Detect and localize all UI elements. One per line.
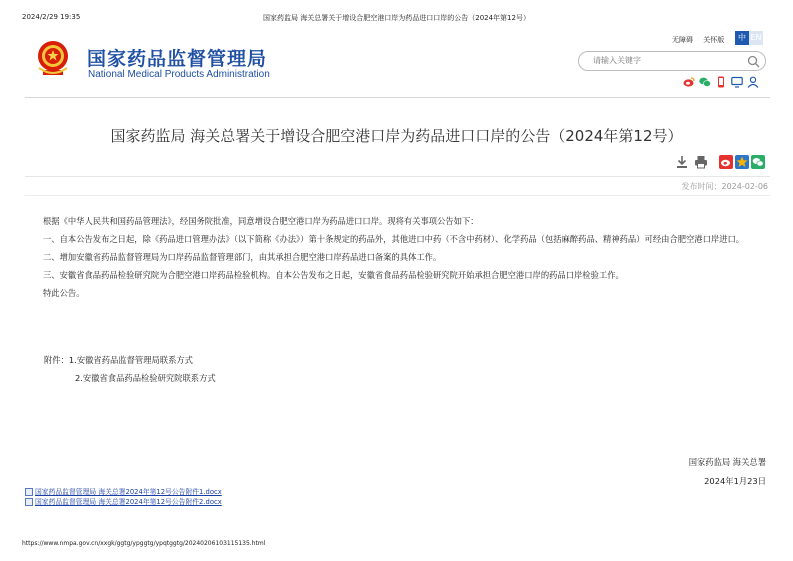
attachments-list <box>44 351 216 387</box>
search-box <box>578 51 766 71</box>
paragraph-2: 二、增加安徽省药品监督管理局为口岸药品监督管理部门，由其承担合肥空港口岸药品进口备案的具体工作。 <box>43 252 442 262</box>
paragraph-1: 一、自本公告发布之日起，除《药品进口管理办法》（以下简称《办法》）第十条规定的药品外，其他进口中药（不含中药材）、化学药品（包括麻醉药品、精神药品）可经由合肥空港口岸进口。 <box>43 234 745 244</box>
paragraph-intro: 根据《中华人民共和国药品管理法》，经国务院批准，同意增设合肥空港口岸为药品进口口岸。现将有关事项公告如下： <box>43 216 479 226</box>
lang-cn-button[interactable]: 中 <box>735 31 749 45</box>
accessibility-link[interactable]: 无障碍 <box>672 36 693 44</box>
print-icon[interactable] <box>694 155 708 169</box>
article-body <box>27 212 767 302</box>
paragraph-closing: 特此公告。 <box>43 288 85 298</box>
lang-en-button[interactable]: EN <box>749 31 763 45</box>
share-qzone-icon[interactable] <box>735 155 749 169</box>
download-icon[interactable] <box>675 155 689 169</box>
attachment-item: 1.安徽省药品监督管理局联系方式 <box>68 355 193 365</box>
signature-block <box>689 453 766 491</box>
docx-file-icon <box>25 488 33 496</box>
monitor-icon[interactable] <box>731 76 743 88</box>
site-logo-subtitle: National Medical Products Administration <box>88 69 270 80</box>
share-group <box>719 155 765 169</box>
date-divider <box>25 195 770 196</box>
signature-org: 国家药监局 海关总署 <box>688 457 766 467</box>
wechat-icon[interactable] <box>699 76 711 88</box>
publish-date-value: 2024-02-06 <box>721 182 768 191</box>
file-downloads <box>25 487 222 507</box>
print-page-title: 国家药监局 海关总署关于增设合肥空港口岸为药品进口口岸的公告（2024年第12号） <box>263 14 530 22</box>
print-date: 2024/2/29 19:35 <box>22 13 81 21</box>
search-icon[interactable] <box>747 55 760 68</box>
file-link-text: 国家药品监督管理局 海关总署2024年第12号公告附件2.docx <box>35 498 222 506</box>
top-links <box>672 35 732 45</box>
site-logo-title[interactable]: 国家药品监督管理局 <box>87 48 268 70</box>
share-wechat-icon[interactable] <box>751 155 765 169</box>
paragraph-3: 三、安徽省食品药品检验研究院为合肥空港口岸药品检验机构。自本公告发布之日起，安徽省食品药品检验研究院开始承担合肥空港口岸的药品口岸检验工作。 <box>43 270 624 280</box>
docx-file-icon <box>25 498 33 506</box>
signature-date: 2024年1月23日 <box>704 476 766 486</box>
file-link[interactable] <box>25 497 222 507</box>
share-weibo-icon[interactable] <box>719 155 733 169</box>
toolbar-divider <box>25 176 770 177</box>
language-switch <box>735 31 763 45</box>
publish-date-label: 发布时间： <box>681 182 722 191</box>
publish-date <box>682 181 769 192</box>
weibo-icon[interactable] <box>683 76 695 88</box>
search-input[interactable] <box>591 55 745 66</box>
article-toolbar <box>675 155 765 169</box>
print-url: https://www.nmpa.gov.cn/xxgk/ggtg/ypggtg/ypqtggtg/20240206103115135.html <box>22 540 266 547</box>
attachment-item: 2.安徽省食品药品检验研究院联系方式 <box>75 373 216 383</box>
social-icons <box>683 76 759 88</box>
file-link-text: 国家药品监督管理局 海关总署2024年第12号公告附件1.docx <box>35 488 222 496</box>
user-icon[interactable] <box>747 76 759 88</box>
mobile-icon[interactable] <box>715 76 727 88</box>
file-link[interactable] <box>25 487 222 497</box>
national-emblem-icon[interactable] <box>33 38 73 80</box>
header-divider <box>25 97 770 98</box>
elderly-mode-link[interactable]: 关怀版 <box>703 36 725 44</box>
article-title: 国家药监局 海关总署关于增设合肥空港口岸为药品进口口岸的公告（2024年第12号） <box>110 127 683 145</box>
attachments-label: 附件： <box>44 355 69 365</box>
